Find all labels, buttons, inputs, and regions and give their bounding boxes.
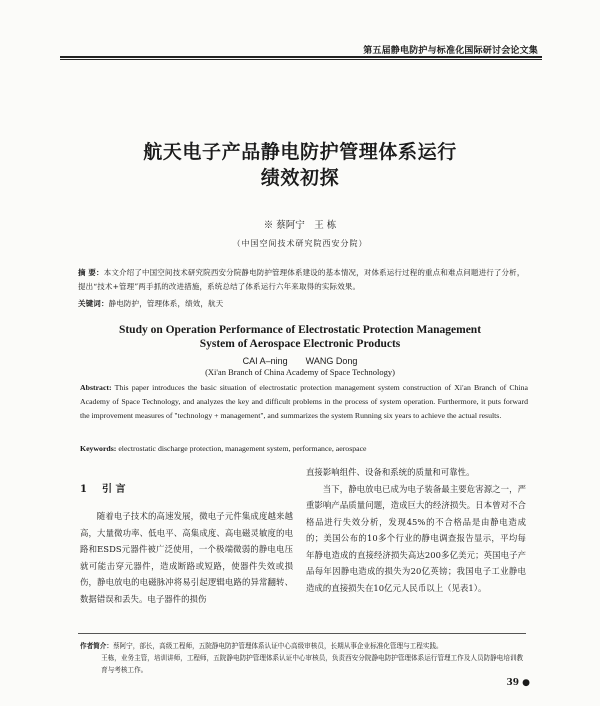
- abstract-en-label: Abstract:: [80, 383, 112, 392]
- section-heading: [80, 480, 125, 495]
- page-number: 39 ●: [506, 678, 530, 688]
- affiliation-en: (Xi'an Branch of China Academy of Space Technology): [205, 367, 395, 377]
- footnote: [80, 640, 526, 676]
- running-header: 第五届静电防护与标准化国际研讨会论文集: [363, 46, 538, 56]
- footnote-text1: 蔡阿宁，部长，高级工程师，五院静电防护管理体系认证中心高级审核员，长期从事企业标准化管理与工程实践。: [112, 642, 443, 650]
- footnote-line1: [80, 640, 526, 652]
- body-left-column: [80, 508, 293, 607]
- keywords-cn-text: 静电防护，管理体系，绩效，航天: [108, 299, 224, 308]
- header-rule-thin: [60, 59, 542, 60]
- body-paragraph: 随着电子技术的高速发展，微电子元件集成度越来越高，大量微功率、低电平、高集成度、高电磁灵敏度的电路和ESDS元器件被广泛使用，一个极端微弱的静电电压就可能击穿元器件，造成断路或短路，使器件失效或损伤，静电放电的电磁脉冲将易引起逻辑电路的异常翻转、数据错误和丢失。电子器件的损伤: [80, 511, 293, 604]
- abstract-en: [80, 381, 528, 424]
- footnote-rule: [78, 633, 526, 634]
- authors-cn: ※ 蔡阿宁 王 栋: [263, 220, 337, 231]
- abstract-cn: [78, 266, 526, 294]
- body-right-column: [306, 464, 526, 596]
- keywords-en-label: Keywords:: [80, 444, 117, 453]
- abstract-en-text: This paper introduces the basic situation of electrostatic protection management system construction of Xi'an Branch of China Academy of Space Technology, and analyzes the key and difficult problems in the process of system operation. Furthermore, it puts forward the improvement measures of "technology + management", and summarizes the system Running six years to achieve the actual results.: [80, 383, 528, 421]
- affiliation-cn: （中国空间技术研究院西安分院）: [232, 239, 368, 248]
- authors-en: CAI A–ning WANG Dong: [242, 356, 358, 366]
- title-cn-line1: 航天电子产品静电防护管理体系运行: [143, 141, 457, 163]
- footnote-label: 作者简介：: [80, 642, 113, 650]
- keywords-cn: [78, 297, 526, 311]
- abstract-cn-label: 摘 要：: [78, 268, 104, 277]
- keywords-en: [80, 442, 528, 456]
- keywords-cn-label: 关键词：: [78, 299, 109, 308]
- footnote-line2: 王栋，业务主管，培训讲师，工程师，五院静电防护管理体系认证中心审核员，负责西安分院静电防护管理体系运行管理工作及人员防静电培训教育与考核工作。: [101, 654, 524, 674]
- body-paragraph-continued: 直接影响组件、设备和系统的质量和可靠性。: [306, 467, 475, 477]
- title-en-line2: System of Aerospace Electronic Products: [199, 338, 401, 350]
- title-cn-line2: 绩效初探: [260, 167, 340, 189]
- section-title: 引 言: [102, 484, 126, 495]
- header-rule-thick: [60, 56, 542, 58]
- keywords-en-text: electrostatic discharge protection, management system, performance, aerospace: [116, 444, 367, 453]
- title-en-line1: Study on Operation Performance of Electrostatic Protection Management: [118, 324, 482, 336]
- section-number: 1: [80, 484, 87, 495]
- abstract-cn-text: 本文介绍了中国空间技术研究院西安分院静电防护管理体系建设的基本情况，对体系运行过程的重点和难点问题进行了分析，提出“技术+管理”两手抓的改进措施，系统总结了体系运行六年来取得的实际效果。: [78, 268, 525, 291]
- body-paragraph: 当下，静电放电已成为电子装备最主要危害源之一，严重影响产品质量问题，造成巨大的经济损失。日本曾对不合格品进行失效分析，发现45%的不合格品是由静电造成的；美国公布的10多个行业的静电调查报告显示，平均每年静电造成的直接经济损失高达200多亿美元；英国电子产品每年因静电造成的损失为20亿英镑；我国电子工业静电造成的直接损失在10亿元人民币以上（见表1）。: [306, 483, 526, 593]
